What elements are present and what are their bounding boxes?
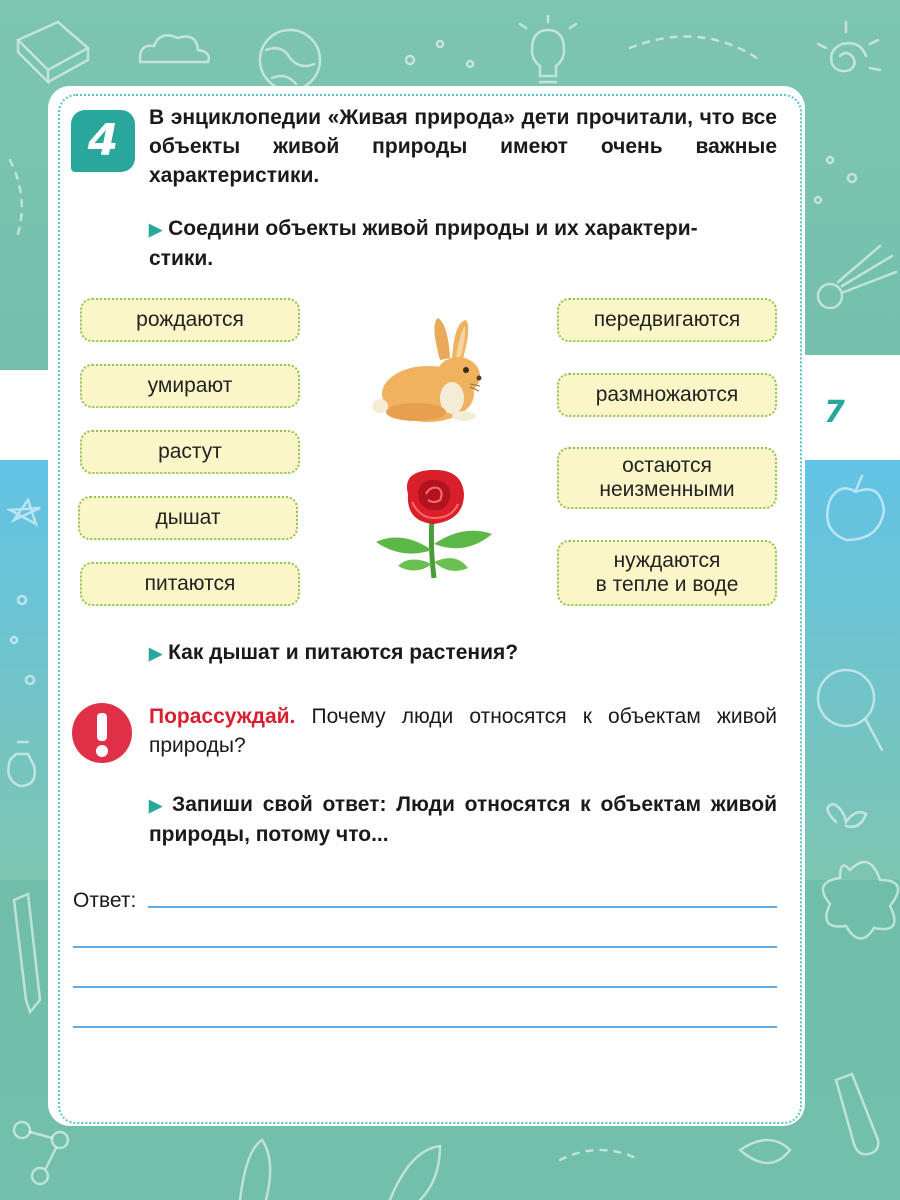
cloud-doodle-icon bbox=[140, 35, 209, 62]
task-intro-text: В энциклопедии «Живая природа» дети прочитали, что все объекты живой природы имеют очень важные характеристики. bbox=[149, 106, 777, 187]
characteristic-grow[interactable]: растут bbox=[80, 430, 300, 474]
rose-illustration[interactable] bbox=[372, 468, 494, 580]
rabbit-illustration[interactable] bbox=[366, 314, 486, 426]
characteristic-need-line-2: в тепле и воде bbox=[595, 573, 739, 596]
characteristic-breathe[interactable]: дышат bbox=[78, 496, 298, 540]
rose-leaf-right-icon bbox=[434, 531, 492, 549]
answer-line-4[interactable] bbox=[73, 1026, 777, 1028]
leaf-doodle-icon bbox=[240, 1140, 270, 1200]
characteristic-feed[interactable]: питаются bbox=[80, 562, 300, 606]
triangle-arrow-icon: ▶ bbox=[149, 796, 167, 815]
write-instruction bbox=[149, 790, 777, 849]
answer-line-1[interactable] bbox=[148, 906, 777, 908]
exclamation-glyph-icon bbox=[72, 703, 132, 763]
characteristic-unchanged-line-1: остаются bbox=[622, 454, 712, 477]
task-instruction-line-1 bbox=[149, 214, 777, 244]
characteristic-reproduce[interactable]: размножаются bbox=[557, 373, 777, 417]
instruction-line-1-wrap bbox=[149, 214, 698, 244]
triangle-arrow-icon: ▶ bbox=[149, 644, 163, 663]
comet-doodle-icon bbox=[818, 284, 842, 308]
characteristic-die[interactable]: умирают bbox=[80, 364, 300, 408]
task-instruction bbox=[149, 214, 777, 273]
characteristic-unchanged[interactable] bbox=[557, 447, 777, 509]
page-number: 7 bbox=[824, 395, 845, 430]
pencil-doodle-icon bbox=[14, 894, 40, 1012]
instruction-line-1-text: Соедини объекты живой природы и их характери- bbox=[168, 217, 698, 240]
characteristic-move[interactable]: передвигаются bbox=[557, 298, 777, 342]
globe-doodle-icon bbox=[260, 30, 320, 90]
reflect-label: Порассуждай. bbox=[149, 705, 296, 728]
rabbit-eye-icon bbox=[463, 367, 469, 373]
characteristic-born[interactable]: рождаются bbox=[80, 298, 300, 342]
task-number-badge: 4 bbox=[71, 110, 135, 172]
star-doodle-icon bbox=[10, 500, 40, 524]
book-doodle-icon bbox=[18, 22, 88, 82]
exclamation-icon bbox=[72, 703, 132, 763]
answer-line-2[interactable] bbox=[73, 946, 777, 948]
answer-label: Ответ: bbox=[73, 889, 137, 912]
rose-stem-icon bbox=[431, 516, 434, 578]
magnifier-doodle-icon bbox=[818, 670, 874, 726]
triangle-arrow-icon: ▶ bbox=[149, 220, 163, 239]
lightbulb-doodle-icon bbox=[532, 30, 564, 82]
characteristic-need-warmth-water[interactable] bbox=[557, 540, 777, 606]
flask-doodle-icon bbox=[8, 742, 34, 786]
plant-question-text: Как дышат и питаются растения? bbox=[168, 641, 519, 664]
spiral-doodle-icon bbox=[831, 43, 866, 71]
plant-question bbox=[149, 638, 777, 668]
rabbit-ear-back-icon bbox=[434, 318, 450, 360]
characteristic-unchanged-line-2: неизменными bbox=[599, 478, 735, 501]
answer-line-3[interactable] bbox=[73, 986, 777, 988]
write-instruction-text: Запиши свой ответ: Люди относятся к объектам живой природы, потому что... bbox=[149, 793, 777, 846]
rabbit-tail-icon bbox=[372, 399, 388, 413]
flower-doodle-icon bbox=[823, 862, 898, 939]
test-tube-doodle-icon bbox=[836, 1074, 878, 1154]
characteristic-need-line-1: нуждаются bbox=[613, 549, 721, 572]
reflect-prompt bbox=[149, 702, 777, 760]
molecule-doodle-icon bbox=[14, 1122, 30, 1138]
apple-doodle-icon bbox=[827, 476, 884, 540]
task-instruction-line-2: стики. bbox=[149, 247, 214, 270]
butterfly-doodle-icon bbox=[827, 804, 866, 827]
reflect-text: Почему люди относятся к объектам живой природы? bbox=[149, 705, 777, 757]
rose-leaf-left-icon bbox=[376, 538, 432, 554]
